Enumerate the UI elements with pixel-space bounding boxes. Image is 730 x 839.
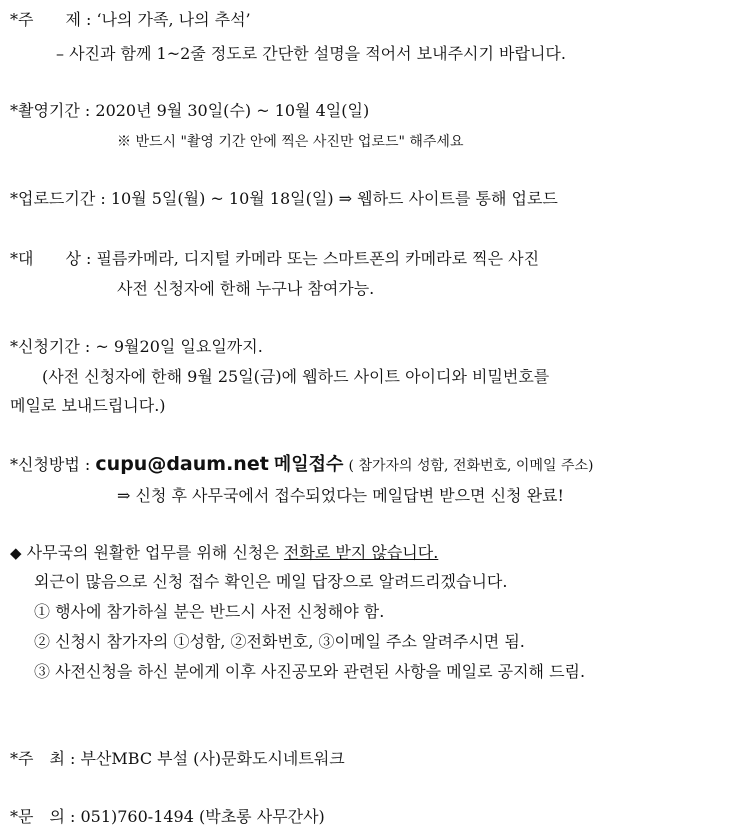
host-line: *주 최 : 부산MBC 부설 (사)문화도시네트워크 — [10, 749, 345, 768]
diamond-bullet-icon: ◆ — [10, 544, 22, 562]
upload-period-line: *업로드기간 : 10월 5일(월) ~ 10월 18일(일) ⇒ 웹하드 사이트를 통해 업로드 — [10, 189, 558, 208]
notice-item-2: ② 신청시 참가자의 ①성함, ②전화번호, ③이메일 주소 알려주시면 됨. — [34, 632, 525, 651]
application-method-result: ⇒ 신청 후 사무국에서 접수되었다는 메일답변 받으면 신청 완료! — [117, 486, 564, 505]
application-period-note-1: (사전 신청자에 한해 9월 25일(금)에 웹하드 사이트 아이디와 비밀번호를 — [42, 367, 550, 386]
notice-intro-line — [10, 542, 438, 564]
notice-item-3: ③ 사전신청을 하신 분에게 이후 사진공모와 관련된 사항을 메일로 공지해 드림. — [34, 662, 586, 681]
inquiry-line: *문 의 : 051)760-1494 (박초롱 사무간사) — [10, 807, 325, 826]
application-method-detail: ( 참가자의 성함, 전화번호, 이메일 주소) — [348, 458, 594, 474]
application-method-line — [10, 453, 593, 477]
theme-line: *주 제 : ‘나의 가족, 나의 추석’ — [10, 10, 251, 29]
application-method-label: *신청방법 : — [10, 455, 91, 474]
notice-phone-not-accepted: 전화로 받지 않습니다. — [283, 543, 439, 562]
contact-email[interactable]: cupu@daum.net — [95, 453, 269, 475]
application-period-line: *신청기간 : ~ 9월20일 일요일까지. — [10, 337, 263, 356]
notice-intro: 사무국의 원활한 업무를 위해 신청은 — [26, 543, 279, 562]
target-line: *대 상 : 필름카메라, 디지털 카메라 또는 스마트폰의 카메라로 찍은 사진 — [10, 249, 540, 268]
shooting-period-line: *촬영기간 : 2020년 9월 30일(수) ~ 10월 4일(일) — [10, 101, 370, 120]
theme-note: – 사진과 함께 1~2줄 정도로 간단한 설명을 적어서 보내주시기 바랍니다. — [56, 44, 566, 63]
notice-line-2: 외근이 많음으로 신청 접수 확인은 메일 답장으로 알려드리겠습니다. — [34, 572, 508, 591]
mail-receipt-label: 메일접수 — [273, 454, 344, 475]
application-period-note-2: 메일로 보내드립니다.) — [10, 396, 166, 415]
shooting-period-note: ※ 반드시 "촬영 기간 안에 찍은 사진만 업로드" 해주세요 — [117, 134, 464, 150]
target-note: 사전 신청자에 한해 누구나 참여가능. — [117, 279, 375, 298]
notice-item-1: ① 행사에 참가하실 분은 반드시 사전 신청해야 함. — [34, 602, 385, 621]
